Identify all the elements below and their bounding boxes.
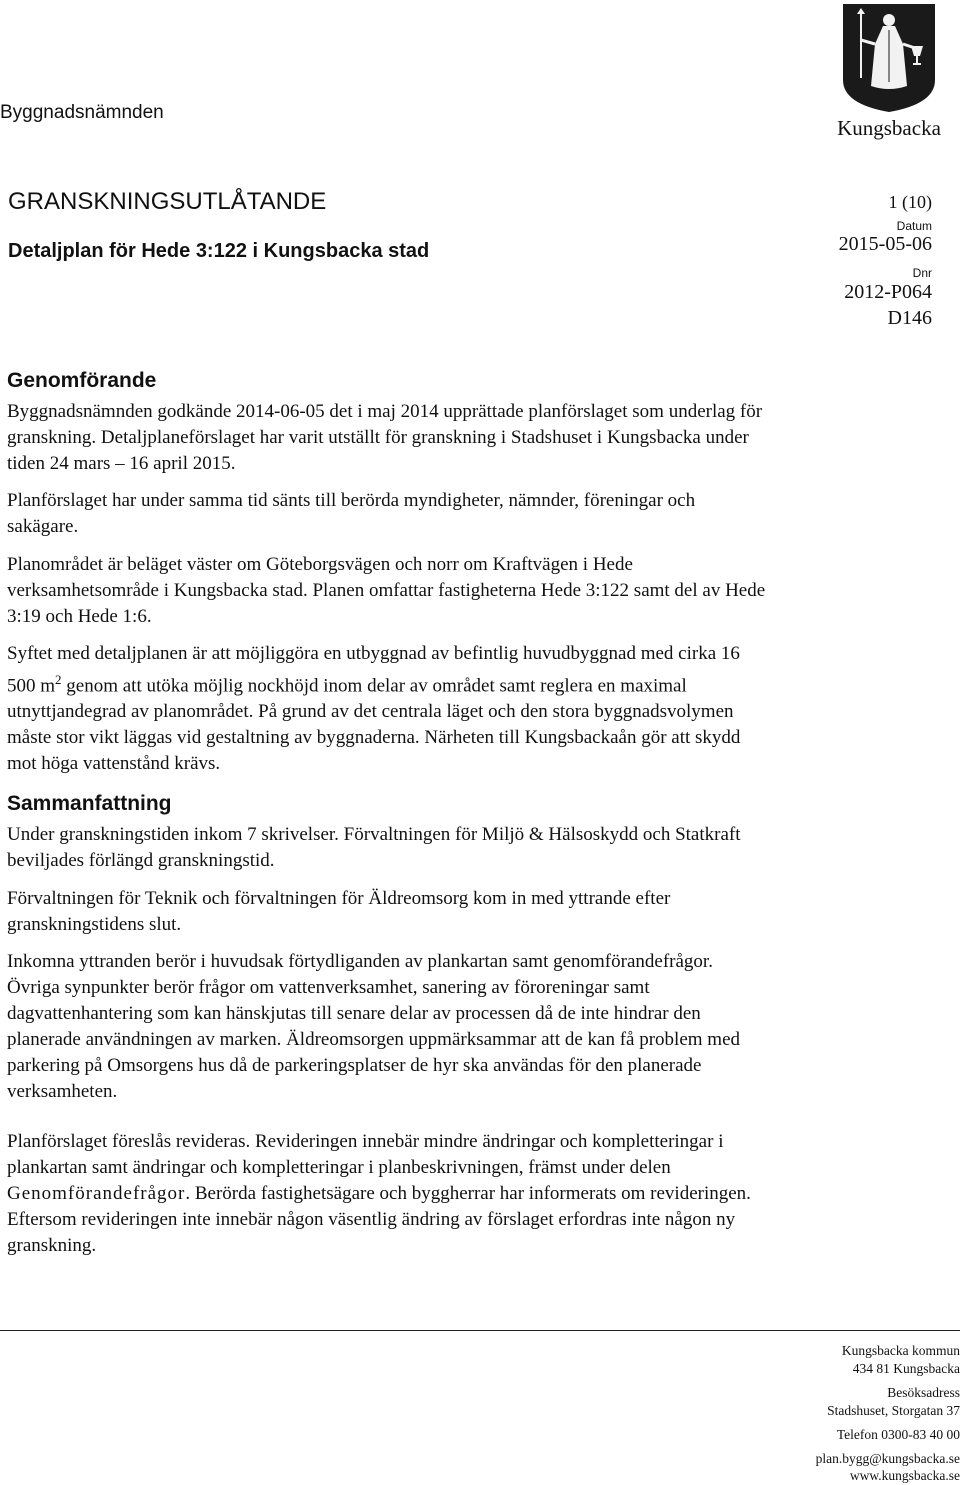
- paragraph: Byggnadsnämnden godkände 2014-06-05 det i maj 2014 upprättade planförslaget som underlag för granskning. Detaljplaneförslaget har varit utställt för granskning i Stadshuset i Kungsbacka under tiden 24 mars – 16 april 2015.: [7, 401, 763, 474]
- footer-divider: [0, 1330, 960, 1331]
- footer-email[interactable]: plan.bygg@kungsbacka.se: [815, 1451, 960, 1466]
- department-name: Byggnadsnämnden: [0, 102, 164, 123]
- paragraph: Förvaltningen för Teknik och förvaltningen för Äldreomsorg kom in med yttrande efter granskningstidens slut.: [7, 888, 671, 935]
- dnr-value: 2012-P064: [844, 281, 932, 303]
- document-subtitle: Detaljplan för Hede 3:122 i Kungsbacka stad: [8, 240, 430, 262]
- revision-text-end: . Berörda fastighetsägare och byggherrar har informerats om revideringen. Eftersom revideringen inte innebär någon väsentlig ändring av förslaget erfordras inte någon ny granskning.: [7, 1183, 751, 1256]
- footer-phone: Telefon 0300-83 40 00: [836, 1427, 960, 1442]
- logo-wordmark: Kungsbacka: [837, 116, 941, 140]
- page-number: 1 (10): [888, 192, 932, 212]
- dnr-value-suffix: D146: [887, 307, 932, 329]
- revision-text-start: Planförslaget föreslås revideras. Revideringen innebär mindre ändringar och kompletteringar i plankartan samt ändringar och kompletteringar i planbeskrivningen, främst under delen: [7, 1131, 724, 1178]
- paragraph-purpose: [7, 641, 767, 777]
- dnr-label: Dnr: [912, 266, 932, 280]
- footer-website[interactable]: www.kungsbacka.se: [849, 1468, 960, 1483]
- paragraph: Inkomna yttranden berör i huvudsak förtydliganden av plankartan samt genomförandefrågor. Övriga synpunkter berör frågor om vattenverksamhet, sanering av föroreningar samt dagvattenhantering som kan hänskjutas till senare delar av processen då de inte hindrar den planerade användningen av marken. Äldreomsorgen uppmärksammar att de kan få problem med parkering på Omsorgens hus då de parkeringsplatser de hyr ska användas för den planerade verksamheten.: [7, 951, 741, 1102]
- footer-visit-label: Besöksadress: [887, 1385, 960, 1400]
- footer-org: Kungsbacka kommun: [841, 1343, 960, 1358]
- date-label: Datum: [896, 219, 932, 233]
- footer-visit-address: Stadshuset, Storgatan 37: [827, 1403, 960, 1418]
- date-value: 2015-05-06: [838, 233, 932, 255]
- purpose-text-start: Syftet med detaljplanen är att möjliggöra en utbyggnad av befintlig huvudbyggnad med cirka 16 500 m: [7, 643, 740, 697]
- paragraph: Under granskningstiden inkom 7 skrivelser. Förvaltningen för Miljö & Hälsoskydd och Statkraft beviljades förlängd granskningstid.: [7, 824, 741, 871]
- superscript: 2: [55, 672, 62, 687]
- section-heading-genomforande: Genomförande: [7, 369, 157, 392]
- paragraph: Planförslaget har under samma tid sänts till berörda myndigheter, nämnder, föreningar och sakägare.: [7, 490, 696, 537]
- document-title: GRANSKNINGSUTLÅTANDE: [8, 188, 327, 215]
- section-heading-sammanfattning: Sammanfattning: [7, 792, 172, 815]
- paragraph: Planområdet är beläget väster om Göteborgsvägen och norr om Kraftvägen i Hede verksamhetsområde i Kungsbacka stad. Planen omfattar fastigheterna Hede 3:122 samt del av Hede 3:19 och Hede 1:6.: [7, 554, 766, 627]
- footer-postal: 434 81 Kungsbacka: [852, 1361, 960, 1376]
- revision-emphasis: Genomförandefrågor: [7, 1183, 186, 1204]
- paragraph-revision: [7, 1129, 767, 1259]
- purpose-text-end: genom att utöka möjlig nockhöjd inom delar av området samt reglera en maximal utnyttjandegrad av planområdet. På grund av det centrala läget och den stora byggnadsvolymen måste stor vikt läggas vid gestaltning av byggnaderna. Närheten till Kungsbackaån gör att skydd mot höga vattenstånd krävs.: [7, 675, 741, 775]
